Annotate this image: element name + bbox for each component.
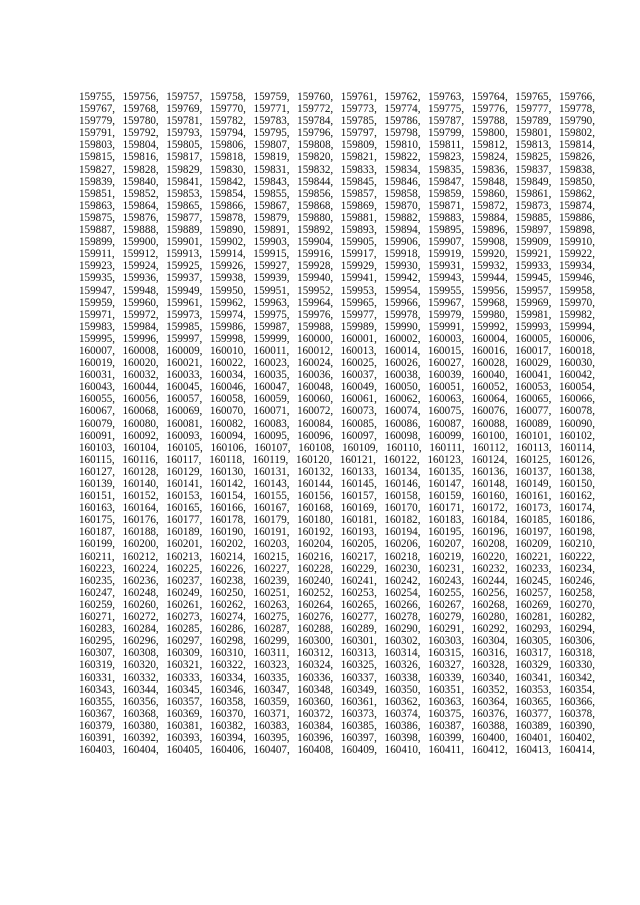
text-line: 159887, 159888, 159889, 159890, 159891, 159892, 159893, 159894, 159895, 159896, 159897, 159898,: [79, 224, 595, 237]
text-line: 159827, 159828, 159829, 159830, 159831, 159832, 159833, 159834, 159835, 159836, 159837, 159838,: [79, 163, 595, 176]
text-line: 159959, 159960, 159961, 159962, 159963, 159964, 159965, 159966, 159967, 159968, 159969, 159970,: [79, 296, 595, 309]
text-line: 159995, 159996, 159997, 159998, 159999, 160000, 160001, 160002, 160003, 160004, 160005, 160006,: [79, 332, 595, 345]
text-line: 160199, 160200, 160201, 160202, 160203, 160204, 160205, 160206, 160207, 160208, 160209, 160210,: [79, 538, 595, 551]
text-line: 159851, 159852, 159853, 159854, 159855, 159856, 159857, 159858, 159859, 159860, 159861, 159862,: [79, 187, 595, 200]
text-line: 160067, 160068, 160069, 160070, 160071, 160072, 160073, 160074, 160075, 160076, 160077, 160078,: [79, 405, 595, 418]
text-line: 159983, 159984, 159985, 159986, 159987, 159988, 159989, 159990, 159991, 159992, 159993, 159994,: [79, 320, 595, 333]
text-line: 160103, 160104, 160105, 160106, 160107, 160108, 160109, 160110, 160111, 160112, 160113, 160114,: [79, 441, 595, 454]
text-line: 159923, 159924, 159925, 159926, 159927, 159928, 159929, 159930, 159931, 159932, 159933, 159934,: [79, 260, 595, 273]
text-line: 160343, 160344, 160345, 160346, 160347, 160348, 160349, 160350, 160351, 160352, 160353, 160354,: [79, 683, 595, 696]
text-line: 159947, 159948, 159949, 159950, 159951, 159952, 159953, 159954, 159955, 159956, 159957, 159958,: [79, 284, 595, 297]
text-line: 159899, 159900, 159901, 159902, 159903, 159904, 159905, 159906, 159907, 159908, 159909, 159910,: [79, 236, 595, 249]
text-line: 160331, 160332, 160333, 160334, 160335, 160336, 160337, 160338, 160339, 160340, 160341, 160342,: [79, 671, 595, 684]
text-line: 160019, 160020, 160021, 160022, 160023, 160024, 160025, 160026, 160027, 160028, 160029, 160030,: [79, 357, 595, 370]
text-line: 160127, 160128, 160129, 160130, 160131, 160132, 160133, 160134, 160135, 160136, 160137, 160138,: [79, 465, 595, 478]
text-line: 159815, 159816, 159817, 159818, 159819, 159820, 159821, 159822, 159823, 159824, 159825, 159826,: [79, 151, 595, 164]
text-line: 160163, 160164, 160165, 160166, 160167, 160168, 160169, 160170, 160171, 160172, 160173, 160174,: [79, 502, 595, 515]
text-line: 160391, 160392, 160393, 160394, 160395, 160396, 160397, 160398, 160399, 160400, 160401, 160402,: [79, 731, 595, 744]
text-line: 159875, 159876, 159877, 159878, 159879, 159880, 159881, 159882, 159883, 159884, 159885, 159886,: [79, 211, 595, 224]
text-line: 159839, 159840, 159841, 159842, 159843, 159844, 159845, 159846, 159847, 159848, 159849, 159850,: [79, 175, 595, 188]
text-line: 160271, 160272, 160273, 160274, 160275, 160276, 160277, 160278, 160279, 160280, 160281, 160282,: [79, 611, 595, 624]
text-line: 160031, 160032, 160033, 160034, 160035, 160036, 160037, 160038, 160039, 160040, 160041, 160042,: [79, 369, 595, 382]
text-line: 159803, 159804, 159805, 159806, 159807, 159808, 159809, 159810, 159811, 159812, 159813, 159814,: [79, 139, 595, 152]
text-line: 160139, 160140, 160141, 160142, 160143, 160144, 160145, 160146, 160147, 160148, 160149, 160150,: [79, 478, 595, 490]
text-line: 160259, 160260, 160261, 160262, 160263, 160264, 160265, 160266, 160267, 160268, 160269, 160270,: [79, 598, 595, 611]
text-line: 160175, 160176, 160177, 160178, 160179, 160180, 160181, 160182, 160183, 160184, 160185, 160186,: [79, 514, 595, 527]
text-line: 160043, 160044, 160045, 160046, 160047, 160048, 160049, 160050, 160051, 160052, 160053, 160054,: [79, 381, 595, 394]
text-line: 159971, 159972, 159973, 159974, 159975, 159976, 159977, 159978, 159979, 159980, 159981, 159982,: [79, 308, 595, 321]
text-line: 160319, 160320, 160321, 160322, 160323, 160324, 160325, 160326, 160327, 160328, 160329, 160330,: [79, 659, 595, 672]
text-line: 159911, 159912, 159913, 159914, 159915, 159916, 159917, 159918, 159919, 159920, 159921, 159922,: [79, 248, 595, 261]
text-line: 160379, 160380, 160381, 160382, 160383, 160384, 160385, 160386, 160387, 160388, 160389, 160390,: [79, 719, 595, 732]
text-line: 160055, 160056, 160057, 160058, 160059, 160060, 160061, 160062, 160063, 160064, 160065, 160066,: [79, 393, 595, 406]
text-line: 159755, 159756, 159757, 159758, 159759, 159760, 159761, 159762, 159763, 159764, 159765, 159766,: [79, 91, 595, 103]
text-line: 160355, 160356, 160357, 160358, 160359, 160360, 160361, 160362, 160363, 160364, 160365, 160366,: [79, 695, 595, 708]
text-line: 160307, 160308, 160309, 160310, 160311, 160312, 160313, 160314, 160315, 160316, 160317, 160318,: [79, 647, 595, 660]
number-sequence-text: [79, 91, 595, 756]
text-line: 159779, 159780, 159781, 159782, 159783, 159784, 159785, 159786, 159787, 159788, 159789, 159790,: [79, 115, 595, 128]
text-line: 160079, 160080, 160081, 160082, 160083, 160084, 160085, 160086, 160087, 160088, 160089, 160090,: [79, 417, 595, 430]
text-line: 160091, 160092, 160093, 160094, 160095, 160096, 160097, 160098, 160099, 160100, 160101, 160102,: [79, 429, 595, 442]
text-line: 160187, 160188, 160189, 160190, 160191, 160192, 160193, 160194, 160195, 160196, 160197, 160198,: [79, 526, 595, 539]
text-line: 160211, 160212, 160213, 160214, 160215, 160216, 160217, 160218, 160219, 160220, 160221, 160222,: [79, 550, 595, 563]
text-line: 160283, 160284, 160285, 160286, 160287, 160288, 160289, 160290, 160291, 160292, 160293, 160294,: [79, 623, 595, 636]
text-line: 160295, 160296, 160297, 160298, 160299, 160300, 160301, 160302, 160303, 160304, 160305, 160306,: [79, 635, 595, 648]
text-line: 160235, 160236, 160237, 160238, 160239, 160240, 160241, 160242, 160243, 160244, 160245, 160246,: [79, 574, 595, 587]
text-line: 160367, 160368, 160369, 160370, 160371, 160372, 160373, 160374, 160375, 160376, 160377, 160378,: [79, 707, 595, 720]
text-line: 160151, 160152, 160153, 160154, 160155, 160156, 160157, 160158, 160159, 160160, 160161, 160162,: [79, 490, 595, 503]
text-line: 160223, 160224, 160225, 160226, 160227, 160228, 160229, 160230, 160231, 160232, 160233, 160234,: [79, 562, 595, 575]
text-line: 160115, 160116, 160117, 160118, 160119, 160120, 160121, 160122, 160123, 160124, 160125, 160126,: [79, 453, 595, 466]
text-line: 160007, 160008, 160009, 160010, 160011, 160012, 160013, 160014, 160015, 160016, 160017, 160018,: [79, 344, 595, 357]
text-line: 160247, 160248, 160249, 160250, 160251, 160252, 160253, 160254, 160255, 160256, 160257, 160258,: [79, 586, 595, 599]
text-line: 159791, 159792, 159793, 159794, 159795, 159796, 159797, 159798, 159799, 159800, 159801, 159802,: [79, 127, 595, 140]
text-line: 159767, 159768, 159769, 159770, 159771, 159772, 159773, 159774, 159775, 159776, 159777, 159778,: [79, 103, 595, 116]
text-line: 159935, 159936, 159937, 159938, 159939, 159940, 159941, 159942, 159943, 159944, 159945, 159946,: [79, 272, 595, 285]
text-line: 160403, 160404, 160405, 160406, 160407, 160408, 160409, 160410, 160411, 160412, 160413, 160414,: [79, 744, 595, 757]
text-line: 159863, 159864, 159865, 159866, 159867, 159868, 159869, 159870, 159871, 159872, 159873, 159874,: [79, 199, 595, 212]
